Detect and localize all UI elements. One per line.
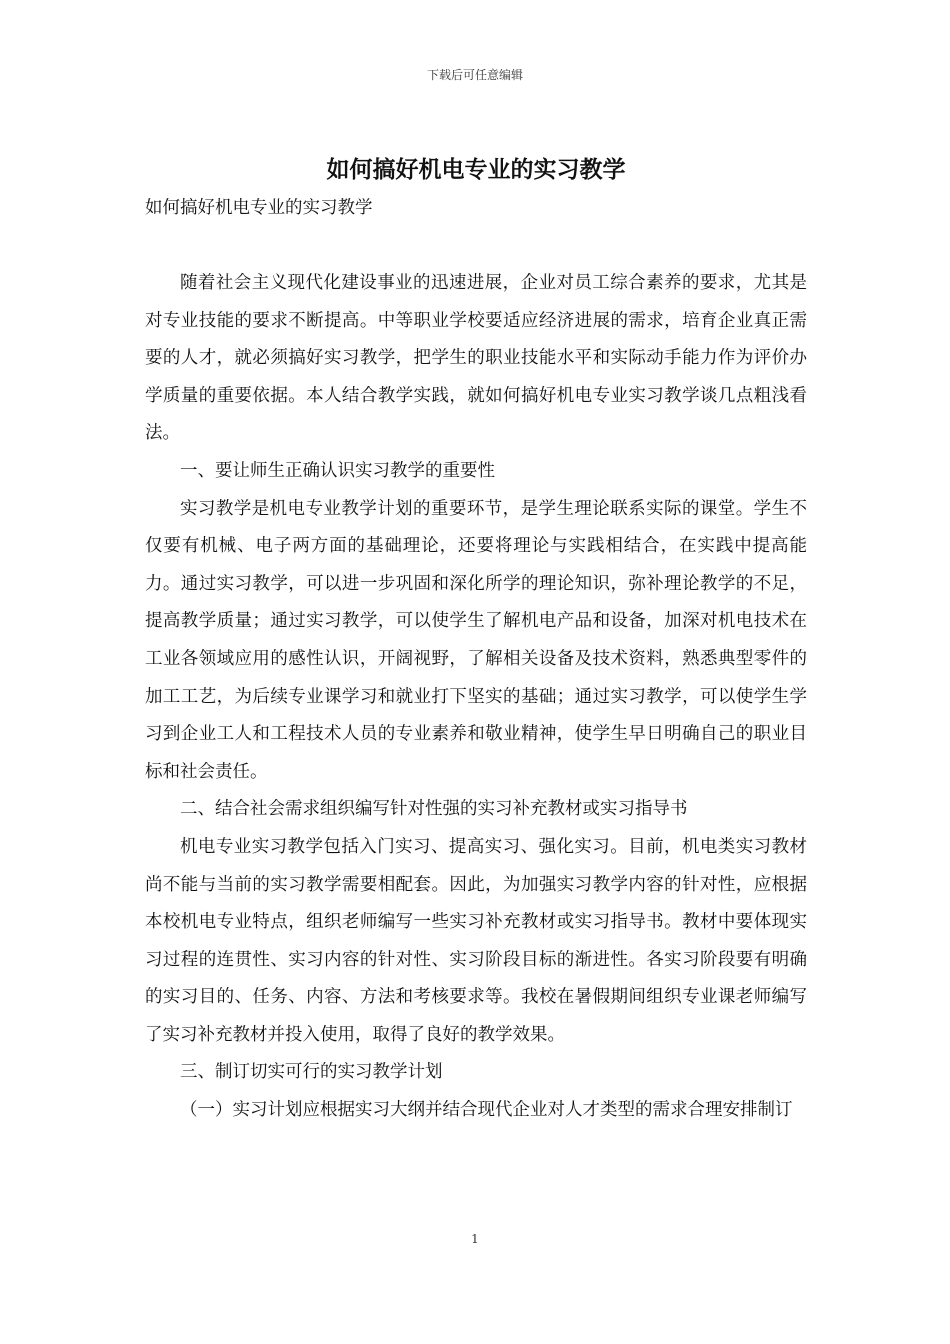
section-heading-2: 二、结合社会需求组织编写针对性强的实习补充教材或实习指导书	[180, 799, 688, 820]
section-heading-3: 三、制订切实可行的实习教学计划	[180, 1062, 443, 1083]
page-header: 下载后可任意编辑	[426, 68, 523, 82]
page-number: 1	[471, 1232, 479, 1246]
paragraph-intro: 随着社会主义现代化建设事业的迅速进展，企业对员工综合素养的要求，尤其是对专业技能的要求不断提高。中等职业学校要适应经济进展的需求，培育企业真正需要的人才，就必须搞好实习教学，把学生的职业技能水平和实际动手能力作为评价办学质量的重要依据。本人结合教学实践，就如何搞好机电专业实习教学谈几点粗浅看法。	[145, 273, 807, 444]
subsection-heading-3-1: （一）实习计划应根据实习大纲并结合现代企业对人才类型的需求合理安排制订	[180, 1100, 793, 1121]
document-body	[145, 150, 807, 1130]
paragraph-section-2: 机电专业实习教学包括入门实习、提高实习、强化实习。目前，机电类实习教材尚不能与当前的实习教学需要相配套。因此，为加强实习教学内容的针对性，应根据本校机电专业特点，组织老师编写一些实习补充教材或实习指导书。教材中要体现实习过程的连贯性、实习内容的针对性、实习阶段目标的渐进性。各实习阶段要有明确的实习目的、任务、内容、方法和考核要求等。我校在暑假期间组织专业课老师编写了实习补充教材并投入使用，取得了良好的教学效果。	[145, 836, 807, 1045]
paragraph-section-1: 实习教学是机电专业教学计划的重要环节，是学生理论联系实际的课堂。学生不仅要有机械、电子两方面的基础理论，还要将理论与实践相结合，在实践中提高能力。通过实习教学，可以进一步巩固和深化所学的理论知识，弥补理论教学的不足，提高教学质量；通过实习教学，可以使学生了解机电产品和设备，加深对机电技术在工业各领域应用的感性认识，开阔视野，了解相关设备及技术资料，熟悉典型零件的加工工艺，为后续专业课学习和就业打下坚实的基础；通过实习教学，可以使学生学习到企业工人和工程技术人员的专业素养和敬业精神，使学生早日明确自己的职业目标和社会责任。	[145, 498, 807, 782]
section-heading-1: 一、要让师生正确认识实习教学的重要性	[180, 460, 495, 481]
document-title: 如何搞好机电专业的实习教学	[326, 156, 626, 183]
blank-line	[145, 227, 807, 265]
document-subtitle: 如何搞好机电专业的实习教学	[145, 198, 373, 218]
